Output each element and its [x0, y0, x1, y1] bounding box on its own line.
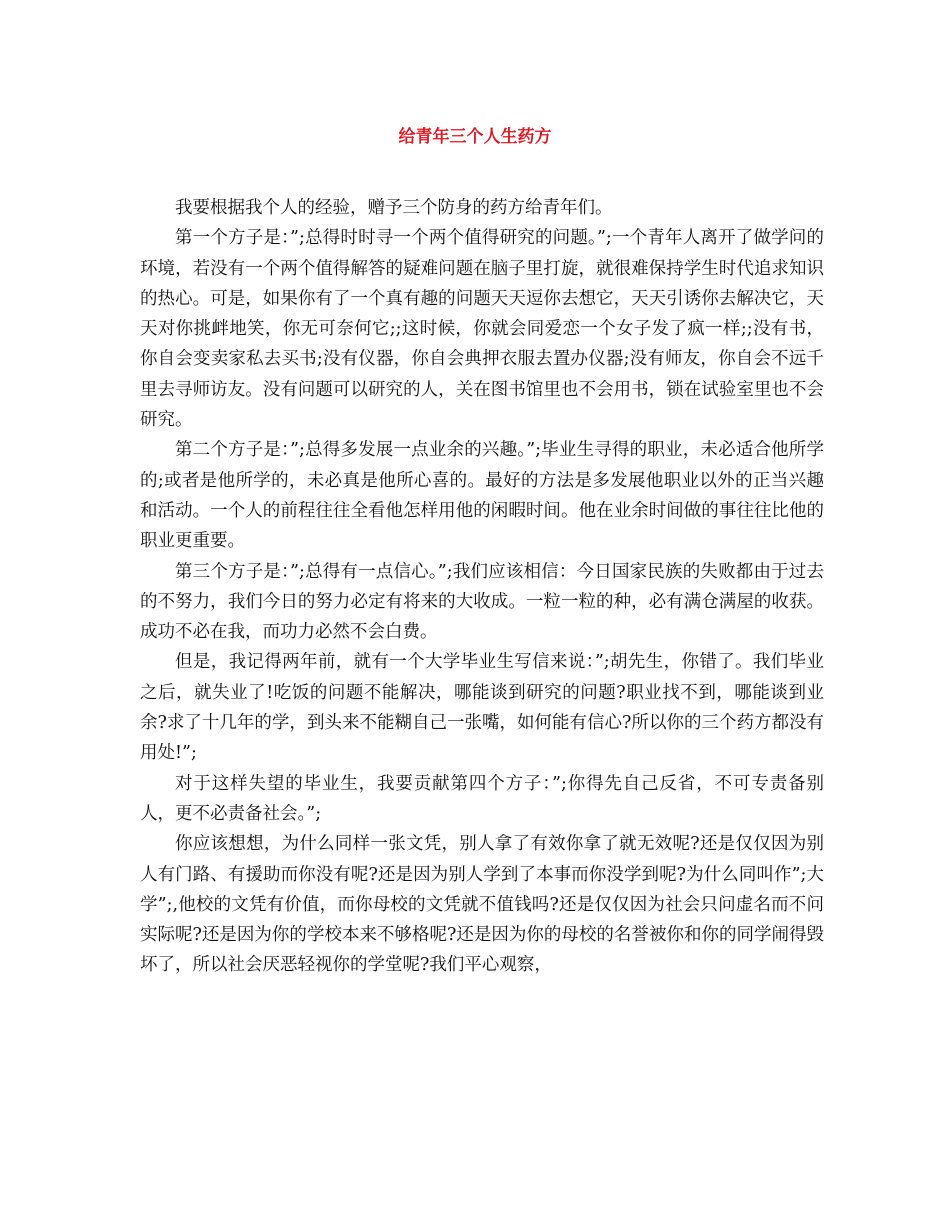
paragraph-second-prescription: 第二个方子是：”;总得多发展一点业余的兴趣。”;毕业生寻得的职业，未必适合他所学的;或者是他所学的，未必真是他所心喜的。最好的方法是多发展他职业以外的正当兴趣和活动。一个人的前程往往全看他怎样用他的闲暇时间。他在业余时间做的事往往比他的职业更重要。: [140, 440, 824, 552]
document-title: 给青年三个人生药方: [398, 127, 552, 147]
paragraph-fourth-prescription: 对于这样失望的毕业生，我要贡献第四个方子：”;你得先自己反省，不可专责备别人，更不必责备社会。”;: [140, 773, 824, 824]
document-body: [140, 193, 824, 981]
paragraph-graduate-letter: 但是，我记得两年前，就有一个大学毕业生写信来说：”;胡先生，你错了。我们毕业之后，就失业了!吃饭的问题不能解决，哪能谈到研究的问题?职业找不到，哪能谈到业余?求了十几年的学，到头来不能糊自己一张嘴，如何能有信心?所以你的三个药方都没有用处!”;: [140, 652, 824, 764]
paragraph-first-prescription: 第一个方子是：”;总得时时寻一个两个值得研究的问题。”;一个青年人离开了做学问的环境，若没有一个两个值得解答的疑难问题在脑子里打旋，就很难保持学生时代追求知识的热心。可是，如果你有了一个真有趣的问题天天逗你去想它，天天引诱你去解决它，天天对你挑衅地笑，你无可奈何它;;这时候，你就会同爱恋一个女子发了疯一样;;没有书，你自会变卖家私去买书;没有仪器，你自会典押衣服去置办仪器;没有师友，你自会不远千里去寻师访友。没有问题可以研究的人，关在图书馆里也不会用书，锁在试验室里也不会研究。: [140, 228, 824, 431]
paragraph-third-prescription: 第三个方子是：”;总得有一点信心。”;我们应该相信：今日国家民族的失败都由于过去的不努力，我们今日的努力必定有将来的大收成。一粒一粒的种，必有满仓满屋的收获。成功不必在我，而功力必然不会白费。: [140, 561, 824, 643]
paragraph-reflection: 你应该想想，为什么同样一张文凭，别人拿了有效你拿了就无效呢?还是仅仅因为别人有门路、有援助而你没有呢?还是因为别人学到了本事而你没学到呢?为什么同叫作”;大学”;,他校的文凭有价值，而你母校的文凭就不值钱吗?还是仅仅因为社会只问虚名而不问实际呢?还是因为你的学校本来不够格呢?还是因为你的母校的名誉被你和你的同学闹得毁坏了，所以社会厌恶轻视你的学堂呢?我们平心观察，: [140, 834, 824, 976]
paragraph-intro: 我要根据我个人的经验，赠予三个防身的药方给青年们。: [175, 198, 613, 218]
